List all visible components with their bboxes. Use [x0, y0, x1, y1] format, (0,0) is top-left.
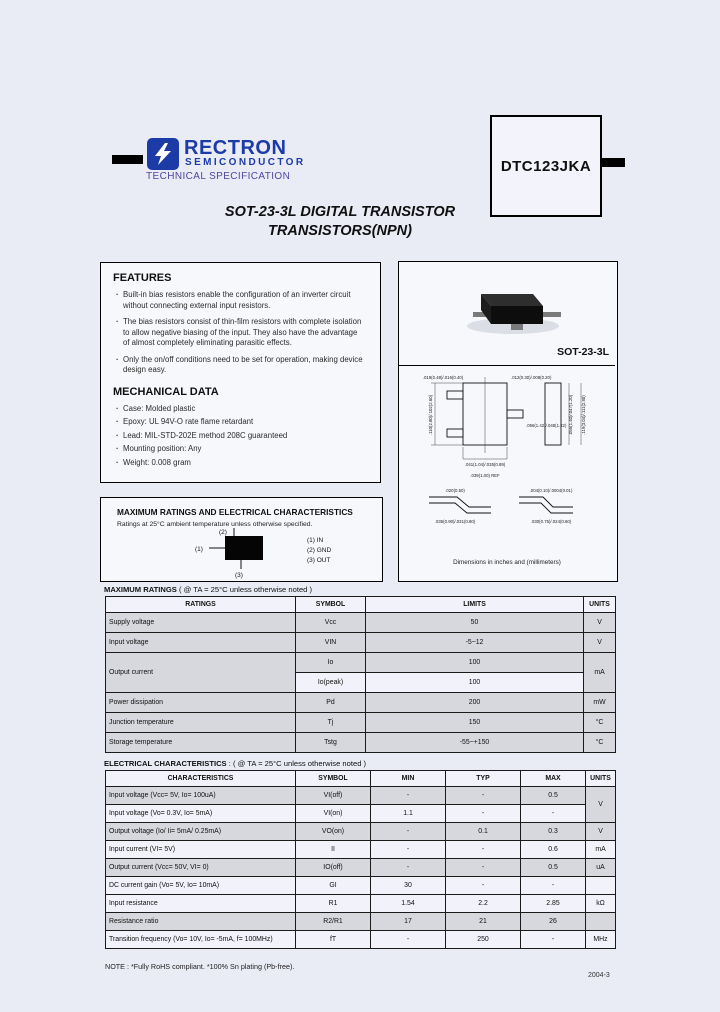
table-row — [106, 841, 616, 859]
cell: 17 — [371, 913, 446, 931]
cell: Storage temperature — [106, 733, 296, 753]
dimension-label: .012(0.30)/.008(0.20) — [511, 375, 552, 380]
cell: Pd — [296, 693, 366, 713]
cell: V — [586, 787, 616, 823]
mechanical-item: · Mounting position: Any — [115, 444, 366, 455]
dimension-label: .119(3.04)/.111(2.80) — [581, 395, 586, 435]
cell: °C — [584, 713, 616, 733]
cell: - — [371, 823, 446, 841]
cell: VI(on) — [296, 805, 371, 823]
dimension-label: .055(1.40)/.047(1.20) — [568, 394, 573, 436]
dimension-label: .004(0.10)/.0004(0.01) — [529, 488, 573, 493]
table-row — [106, 787, 616, 805]
page-title-line1: SOT-23-3L DIGITAL TRANSISTOR — [224, 204, 456, 220]
dimension-label: .056(1.42)/.048(1.22) — [526, 423, 567, 428]
cell: 2.2 — [446, 895, 521, 913]
feature-item: · The bias resistors consist of thin-film resistors with complete isolation to allow negative biasing of the input. They also have the advantage of almost completely eliminating parasitic effects. — [115, 317, 366, 349]
mechanical-item: · Lead: MIL-STD-202E method 208C guaranteed — [115, 431, 366, 442]
cell: II — [296, 841, 371, 859]
part-number-box — [490, 115, 602, 217]
table-header-row — [106, 597, 616, 613]
cell: Input voltage — [106, 633, 296, 653]
cell: V — [584, 633, 616, 653]
column-header: SYMBOL — [296, 771, 371, 787]
cell: - — [371, 841, 446, 859]
package-3d-image — [399, 266, 615, 358]
cell: -55~+150 — [366, 733, 584, 753]
cell: Input current (VI= 5V) — [106, 841, 296, 859]
cell — [586, 877, 616, 895]
dimension-label: .020(0.50) — [445, 488, 465, 493]
panel-divider — [399, 365, 615, 366]
package-dimension-drawing — [399, 367, 615, 555]
cell: 21 — [446, 913, 521, 931]
feature-item: · Only the on/off conditions need to be set for operation, making device design easy. — [115, 355, 366, 376]
dimension-label: .035(0.90)/.031(0.80) — [434, 519, 476, 524]
cell: R2/R1 — [296, 913, 371, 931]
max-ratings-caption — [104, 585, 312, 594]
page-title-line2: TRANSISTORS(NPN) — [268, 222, 412, 239]
cell: mW — [584, 693, 616, 713]
cell: - — [371, 931, 446, 949]
pin-configuration-diagram — [101, 525, 380, 579]
rectron-logo-icon — [146, 137, 180, 171]
cell: VO(on) — [296, 823, 371, 841]
cell: °C — [584, 733, 616, 753]
pin-legend: (1) IN — [307, 537, 324, 544]
mechanical-heading: MECHANICAL DATA — [113, 385, 219, 398]
table-row — [106, 693, 616, 713]
package-panel — [398, 261, 618, 582]
cell: - — [371, 787, 446, 805]
cell: - — [521, 805, 586, 823]
cell: mA — [584, 653, 616, 693]
cell: V — [586, 823, 616, 841]
cell: IO(off) — [296, 859, 371, 877]
elec-chars-caption-rest: : ( @ TA = 25°C unless otherwise noted ) — [226, 759, 367, 768]
features-heading: FEATURES — [113, 272, 172, 284]
cell: Input resistance — [106, 895, 296, 913]
cell: Vcc — [296, 613, 366, 633]
cell: Junction temperature — [106, 713, 296, 733]
features-list — [111, 290, 370, 376]
cell: 0.5 — [521, 859, 586, 877]
features-panel — [100, 262, 381, 483]
cell: 0.3 — [521, 823, 586, 841]
table-row — [106, 613, 616, 633]
cell: Transition frequency (Vo= 10V, Io= -5mA, f= 100MHz) — [106, 931, 296, 949]
cell: 0.1 — [446, 823, 521, 841]
cell: 150 — [366, 713, 584, 733]
table-row — [106, 653, 616, 673]
cell: 100 — [366, 653, 584, 673]
dimensions-note: Dimensions in inches and (millimeters) — [453, 559, 561, 566]
ratings-intro-subtext: Ratings at 25°C ambient temperature unless otherwise specified. — [117, 521, 313, 528]
table-row — [106, 733, 616, 753]
table-row — [106, 931, 616, 949]
header-bar-right — [601, 158, 625, 167]
table-row — [106, 713, 616, 733]
cell: - — [446, 841, 521, 859]
cell: Resistance ratio — [106, 913, 296, 931]
elec-chars-table — [105, 770, 616, 949]
cell: -5~12 — [366, 633, 584, 653]
mechanical-item: · Epoxy: UL 94V-O rate flame retardant — [115, 417, 366, 428]
cell: 200 — [366, 693, 584, 713]
table-row — [106, 633, 616, 653]
column-header: LIMITS — [366, 597, 584, 613]
dimension-label: .110(2.80)/.102(2.60) — [428, 394, 433, 436]
cell: R1 — [296, 895, 371, 913]
cell: 0.5 — [521, 787, 586, 805]
pin-label: (2) — [219, 529, 227, 536]
cell — [586, 913, 616, 931]
cell: - — [446, 805, 521, 823]
column-header: UNITS — [584, 597, 616, 613]
table-row — [106, 913, 616, 931]
pin-label: (3) — [235, 572, 243, 579]
cell: V — [584, 613, 616, 633]
column-header: UNITS — [586, 771, 616, 787]
cell: Output current — [106, 653, 296, 693]
column-header: MAX — [521, 771, 586, 787]
doc-code: 2004-3 — [588, 972, 610, 979]
dimension-label: .019(0.48)/.016(0.40) — [422, 375, 464, 380]
table-row — [106, 805, 616, 823]
header-bar-left — [112, 155, 143, 164]
pin-legend: (3) OUT — [307, 557, 331, 564]
package-name-label: SOT-23-3L — [557, 346, 609, 358]
cell: 100 — [366, 673, 584, 693]
column-header: MIN — [371, 771, 446, 787]
cell: mA — [586, 841, 616, 859]
column-header: TYP — [446, 771, 521, 787]
cell: kΩ — [586, 895, 616, 913]
pin-legend: (2) GND — [307, 547, 332, 554]
cell: 50 — [366, 613, 584, 633]
dimension-label: .039(1.00) REF — [470, 473, 500, 478]
cell: MHz — [586, 931, 616, 949]
brand-name: RECTRON — [184, 137, 287, 159]
mechanical-item: · Case: Molded plastic — [115, 404, 366, 415]
cell: Io — [296, 653, 366, 673]
cell: Io(peak) — [296, 673, 366, 693]
cell: 1.54 — [371, 895, 446, 913]
cell: Output voltage (Io/ Ii= 5mA/ 0.25mA) — [106, 823, 296, 841]
table-row — [106, 877, 616, 895]
feature-item: · Built-in bias resistors enable the configuration of an inverter circuit without connecting external input resistors. — [115, 290, 366, 311]
cell: - — [446, 787, 521, 805]
cell: 26 — [521, 913, 586, 931]
column-header: SYMBOL — [296, 597, 366, 613]
cell: Power dissipation — [106, 693, 296, 713]
dimension-label: .041(1.04)/.035(0.89) — [464, 462, 506, 467]
dimension-label: .030(0.75)/.024(0.60) — [530, 519, 572, 524]
brand-subtitle: SEMICONDUCTOR — [185, 157, 306, 168]
cell: VI(off) — [296, 787, 371, 805]
footer-note: NOTE : *Fully RoHS compliant. *100% Sn plating (Pb-free). — [105, 962, 295, 971]
cell: DC current gain (Vo= 5V, Io= 10mA) — [106, 877, 296, 895]
cell: Input voltage (Vcc= 5V, Io= 100uA) — [106, 787, 296, 805]
mechanical-item: · Weight: 0.008 gram — [115, 458, 366, 469]
column-header: RATINGS — [106, 597, 296, 613]
cell: - — [446, 859, 521, 877]
max-ratings-caption-bold: MAXIMUM RATINGS — [104, 585, 177, 594]
ratings-intro-panel — [100, 497, 383, 582]
cell: uA — [586, 859, 616, 877]
elec-chars-caption-bold: ELECTRICAL CHARACTERISTICS — [104, 759, 227, 768]
brand-tagline: TECHNICAL SPECIFICATION — [146, 171, 291, 182]
cell: 1.1 — [371, 805, 446, 823]
page-title — [100, 203, 580, 241]
table-header-row — [106, 771, 616, 787]
cell: fT — [296, 931, 371, 949]
cell: 250 — [446, 931, 521, 949]
table-row — [106, 823, 616, 841]
ratings-intro-heading: MAXIMUM RATINGS AND ELECTRICAL CHARACTERISTICS — [117, 507, 353, 517]
table-row — [106, 859, 616, 877]
cell: Tstg — [296, 733, 366, 753]
table-row — [106, 895, 616, 913]
cell: - — [371, 859, 446, 877]
cell: Input voltage (Vo= 0.3V, Io= 5mA) — [106, 805, 296, 823]
elec-chars-caption — [104, 759, 366, 768]
max-ratings-table — [105, 596, 616, 753]
cell: 0.6 — [521, 841, 586, 859]
max-ratings-caption-rest: ( @ TA = 25°C unless otherwise noted ) — [176, 585, 313, 594]
cell: - — [446, 877, 521, 895]
column-header: CHARACTERISTICS — [106, 771, 296, 787]
pin-label: (1) — [195, 546, 203, 553]
part-number-label: DTC123JKA — [500, 157, 592, 175]
mechanical-list — [111, 404, 370, 469]
cell: VIN — [296, 633, 366, 653]
cell: - — [521, 877, 586, 895]
cell: GI — [296, 877, 371, 895]
cell: - — [521, 931, 586, 949]
cell: Supply voltage — [106, 613, 296, 633]
cell: Tj — [296, 713, 366, 733]
cell: 30 — [371, 877, 446, 895]
cell: 2.85 — [521, 895, 586, 913]
cell: Output current (Vcc= 50V, VI= 0) — [106, 859, 296, 877]
